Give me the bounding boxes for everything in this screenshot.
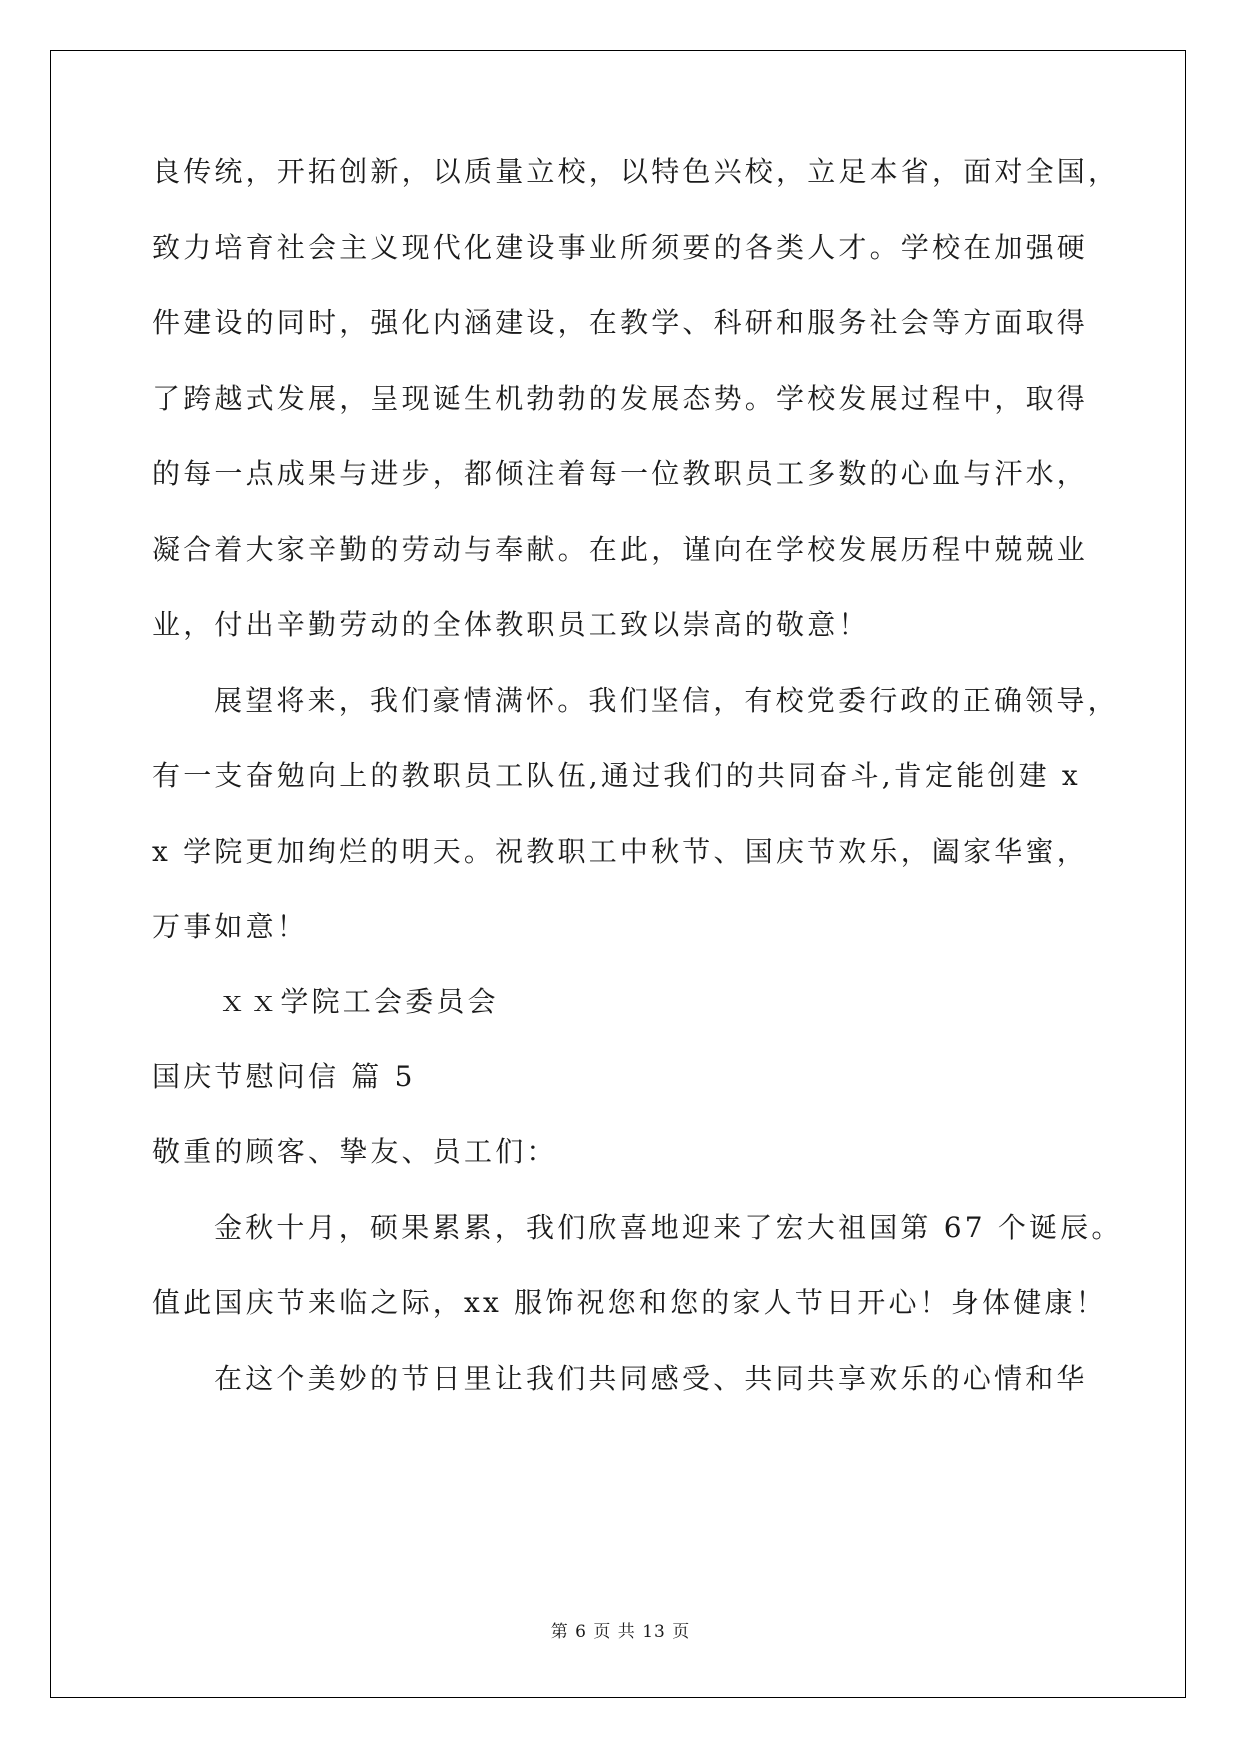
paragraph-line: 万事如意！: [152, 910, 309, 943]
signature-line: ｘｘ学院工会委员会: [218, 985, 499, 1018]
paragraph-line: 有一支奋勉向上的教职员工队伍,通过我们的共同奋斗,肯定能创建 x: [152, 759, 1081, 792]
paragraph-line: 金秋十月，硕果累累，我们欣喜地迎来了宏大祖国第 67 个诞辰。: [214, 1211, 1123, 1244]
paragraph-line: 在这个美妙的节日里让我们共同感受、共同共享欢乐的心情和华: [214, 1362, 1088, 1395]
paragraph-line: 良传统，开拓创新，以质量立校，以特色兴校，立足本省，面对全国，: [152, 155, 1120, 188]
page-border: [50, 50, 1186, 1698]
paragraph-line: 的每一点成果与进步，都倾注着每一位教职员工多数的心血与汗水，: [152, 457, 1089, 490]
page-number: 第 6 页 共 13 页: [550, 1622, 691, 1642]
paragraph-line: x 学院更加绚烂的明天。祝教职工中秋节、国庆节欢乐，阖家华蜜，: [152, 835, 1088, 868]
paragraph-line: 件建设的同时，强化内涵建设，在教学、科研和服务社会等方面取得: [152, 306, 1089, 339]
paragraph-line: 致力培育社会主义现代化建设事业所须要的各类人才。学校在加强硬: [152, 231, 1089, 264]
paragraph-line: 值此国庆节来临之际，xx 服饰祝您和您的家人节日开心！身体健康！: [152, 1286, 1107, 1319]
salutation: 敬重的顾客、挚友、员工们：: [152, 1135, 558, 1168]
paragraph-line: 展望将来，我们豪情满怀。我们坚信，有校党委行政的正确领导，: [214, 684, 1119, 717]
paragraph-line: 业，付出辛勤劳动的全体教职员工致以崇高的敬意！: [152, 608, 870, 641]
section-heading: 国庆节慰问信 篇 5: [152, 1060, 416, 1093]
paragraph-line: 凝合着大家辛勤的劳动与奉献。在此，谨向在学校发展历程中兢兢业: [152, 533, 1089, 566]
paragraph-line: 了跨越式发展，呈现诞生机勃勃的发展态势。学校发展过程中，取得: [152, 382, 1089, 415]
